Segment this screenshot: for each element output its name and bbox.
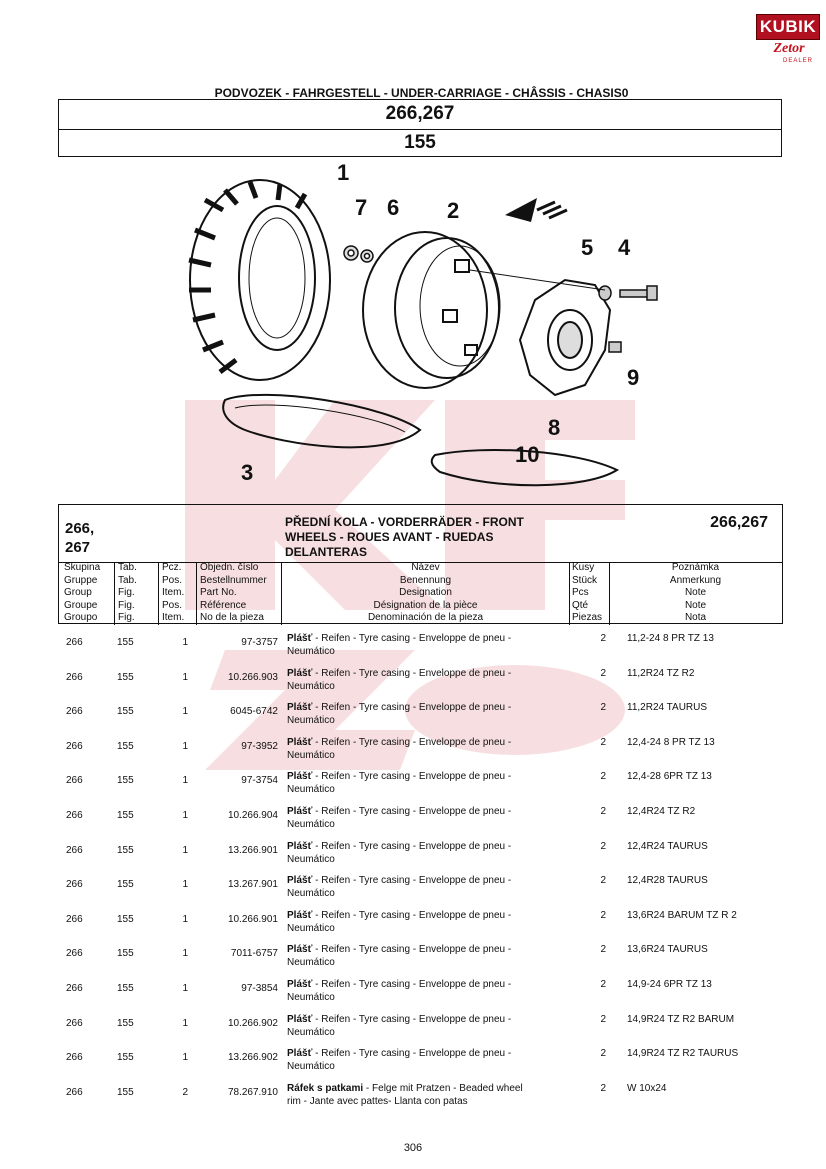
row-qty: 2 (600, 909, 606, 921)
table-row (58, 1047, 783, 1081)
table-row (58, 943, 783, 977)
parts-table-header (58, 504, 783, 624)
row-partno: 7011-6757 (230, 948, 278, 960)
table-row (58, 1013, 783, 1047)
table-row (58, 909, 783, 943)
row-name: Plášť - Reifen - Tyre casing - Enveloppe de pneu - Neumático (287, 979, 512, 1003)
tyre-drawing (189, 180, 330, 380)
page-number: 306 (403, 1142, 423, 1154)
row-tab: 155 (117, 740, 134, 752)
row-tab: 155 (117, 810, 134, 821)
row-qty: 2 (600, 840, 606, 852)
row-qty: 2 (600, 771, 606, 783)
row-note: 14,9R24 TZ R2 BARUM (627, 1013, 735, 1025)
row-partno: 13.267.901 (227, 879, 278, 891)
logo-dealer: DEALER (782, 58, 813, 64)
row-qty: 2 (600, 806, 606, 817)
row-name: Plášť - Reifen - Tyre casing - Enveloppe de pneu - Neumático (287, 771, 512, 796)
row-group: 266 (66, 706, 83, 718)
row-group: 266 (66, 844, 83, 856)
row-qty: 2 (600, 1082, 606, 1094)
row-name: Plášť - Reifen - Tyre casing - Enveloppe de pneu - Neumático (287, 1013, 512, 1038)
row-note: 12,4-28 6PR TZ 13 (627, 771, 712, 783)
row-name: Plášť - Reifen - Tyre casing - Enveloppe de pneu - Neumático (287, 875, 512, 900)
row-tab: 155 (117, 983, 134, 994)
callout-5: 5 (581, 235, 594, 260)
row-tab: 155 (117, 879, 134, 891)
row-note: W 10x24 (627, 1082, 667, 1094)
row-tab: 155 (117, 1017, 134, 1029)
group-code-right: 266,267 (710, 514, 768, 531)
row-pos: 2 (182, 1086, 188, 1098)
colhead-group: Skupina Gruppe Group Groupe Groupo (64, 562, 101, 623)
colhead-partno: Objedn. číslo Bestellnummer Part No. Référence No de la pieza (196, 562, 281, 625)
logo-sub: Zetor (773, 41, 805, 56)
row-qty: 2 (600, 875, 606, 887)
row-name: Ráfek s patkami - Felge mit Pratzen - Beaded wheel rim - Jante avec pattes- Llanta con patas (287, 1082, 523, 1107)
group-title: PŘEDNÍ KOLA - VORDERRÄDER - FRONT WHEELS - ROUES AVANT - RUEDAS DELANTERAS (285, 515, 524, 559)
row-pos: 1 (182, 1052, 188, 1064)
exploded-view-illustration (165, 160, 665, 495)
row-pos: 1 (182, 983, 188, 994)
row-partno: 10.266.901 (227, 913, 278, 925)
row-partno: 97-3854 (241, 983, 278, 994)
table-row (58, 736, 783, 770)
row-qty: 2 (600, 736, 606, 748)
row-name: Plášť - Reifen - Tyre casing - Enveloppe de pneu - Neumático (287, 1048, 512, 1073)
row-group: 266 (66, 810, 83, 821)
colhead-pos: Pcz. Pos. Item. Pos. Item. (158, 562, 196, 625)
row-tab: 155 (117, 637, 134, 648)
row-note: 14,9R24 TZ R2 TAURUS (627, 1048, 739, 1060)
row-tab: 155 (117, 706, 134, 718)
row-pos: 1 (182, 948, 188, 960)
header-models: 266,267 (385, 103, 455, 124)
table-row (58, 667, 783, 701)
row-group: 266 (66, 879, 83, 891)
row-name: Plášť - Reifen - Tyre casing - Enveloppe de pneu - Neumático (287, 806, 512, 830)
callout-9: 9 (627, 365, 640, 390)
row-tab: 155 (117, 948, 134, 960)
row-group: 266 (66, 671, 83, 683)
table-row (58, 978, 783, 1012)
row-pos: 1 (182, 637, 188, 648)
row-partno: 78.267.910 (227, 1086, 278, 1098)
row-partno: 10.266.903 (227, 671, 278, 683)
row-tab: 155 (117, 844, 134, 856)
wheel-disc-drawing (520, 280, 610, 395)
row-qty: 2 (600, 1048, 606, 1060)
table-row (58, 632, 783, 666)
row-name: Plášť - Reifen - Tyre casing - Enveloppe de pneu - Neumático (287, 909, 512, 934)
row-partno: 97-3754 (241, 775, 278, 787)
row-note: 13,6R24 BARUM TZ R 2 (627, 909, 737, 921)
callout-4: 4 (618, 235, 631, 260)
logo-brand: KUBIK (756, 14, 820, 40)
row-pos: 1 (182, 706, 188, 718)
row-qty: 2 (600, 1013, 606, 1025)
row-note: 11,2R24 TAURUS (627, 702, 708, 714)
row-name: Plášť - Reifen - Tyre casing - Enveloppe de pneu - Neumático (287, 667, 512, 692)
row-pos: 1 (182, 844, 188, 856)
row-group: 266 (66, 983, 83, 994)
row-group: 266 (66, 1017, 83, 1029)
callout-2: 2 (447, 198, 460, 223)
row-partno: 6045-6742 (230, 706, 278, 718)
row-group: 266 (66, 1086, 83, 1098)
nut-drawings (344, 246, 373, 262)
table-row (58, 1082, 783, 1116)
row-group: 266 (66, 775, 83, 787)
callout-7: 7 (355, 195, 368, 220)
row-name: Plášť - Reifen - Tyre casing - Enveloppe de pneu - Neumático (287, 736, 512, 761)
row-partno: 97-3952 (241, 740, 278, 752)
row-note: 12,4R24 TZ R2 (627, 806, 696, 817)
row-note: 12,4R24 TAURUS (627, 840, 708, 852)
row-note: 13,6R24 TAURUS (627, 944, 708, 956)
row-name: Plášť - Reifen - Tyre casing - Enveloppe de pneu - Neumático (287, 702, 512, 727)
row-name: Plášť - Reifen - Tyre casing - Enveloppe de pneu - Neumático (287, 944, 512, 969)
header-figure: 155 (404, 132, 436, 153)
row-note: 14,9-24 6PR TZ 13 (627, 979, 712, 990)
row-qty: 2 (600, 944, 606, 956)
inner-tube-drawing (223, 395, 420, 447)
colhead-name: Název Benennung Designation Désignation de la pièce Denominación de la pieza (281, 562, 569, 625)
table-row (58, 805, 783, 839)
row-group: 266 (66, 637, 83, 648)
row-qty: 2 (600, 667, 606, 679)
row-partno: 10.266.904 (227, 810, 278, 821)
row-pos: 1 (182, 1017, 188, 1029)
row-pos: 1 (182, 810, 188, 821)
direction-arrow (505, 198, 567, 222)
callout-8: 8 (548, 415, 561, 440)
colhead-note: Poznámka Anmerkung Note Note Nota (609, 562, 781, 625)
row-partno: 13.266.902 (227, 1052, 278, 1064)
row-qty: 2 (600, 979, 606, 990)
row-tab: 155 (117, 671, 134, 683)
header-box (58, 99, 782, 157)
row-partno: 13.266.901 (227, 844, 278, 856)
row-tab: 155 (117, 1052, 134, 1064)
row-pos: 1 (182, 740, 188, 752)
row-pos: 1 (182, 775, 188, 787)
row-group: 266 (66, 1052, 83, 1064)
bolt-drawing (599, 286, 657, 300)
rim-drawing (363, 232, 500, 388)
row-note: 12,4-24 8 PR TZ 13 (627, 736, 715, 748)
row-pos: 1 (182, 879, 188, 891)
row-name: Plášť - Reifen - Tyre casing - Enveloppe de pneu - Neumático (287, 840, 512, 865)
group-code-left: 266, 267 (65, 520, 95, 556)
callout-10: 10 (515, 442, 540, 467)
nut-9-drawing (609, 342, 621, 352)
colhead-tab: Tab. Tab. Fig. Fig. Fig. (114, 562, 158, 625)
row-name: Plášť - Reifen - Tyre casing - Enveloppe de pneu - Neumático (287, 633, 512, 657)
row-note: 11,2R24 TZ R2 (627, 667, 695, 679)
row-qty: 2 (600, 633, 606, 644)
row-group: 266 (66, 948, 83, 960)
table-row (58, 840, 783, 874)
table-row (58, 874, 783, 908)
colhead-qty: Kusy Stück Pcs Qté Piezas (569, 562, 609, 625)
row-tab: 155 (117, 913, 134, 925)
row-tab: 155 (117, 775, 134, 787)
row-pos: 1 (182, 913, 188, 925)
row-qty: 2 (600, 702, 606, 714)
section-title: PODVOZEK - FAHRGESTELL - UNDER-CARRIAGE - CHÂSSIS - CHASIS0 (214, 86, 629, 100)
callout-1: 1 (337, 160, 350, 185)
callout-6: 6 (387, 195, 400, 220)
row-partno: 10.266.902 (227, 1017, 278, 1029)
row-pos: 1 (182, 671, 188, 683)
table-row (58, 701, 783, 735)
row-note: 11,2-24 8 PR TZ 13 (627, 633, 714, 644)
table-row (58, 770, 783, 804)
group-title-row (59, 505, 782, 563)
callout-3: 3 (241, 460, 254, 485)
row-note: 12,4R28 TAURUS (627, 875, 708, 887)
row-tab: 155 (117, 1086, 134, 1098)
row-group: 266 (66, 913, 83, 925)
kubik-zetor-logo (756, 14, 818, 70)
row-group: 266 (66, 740, 83, 752)
row-partno: 97-3757 (241, 637, 278, 648)
